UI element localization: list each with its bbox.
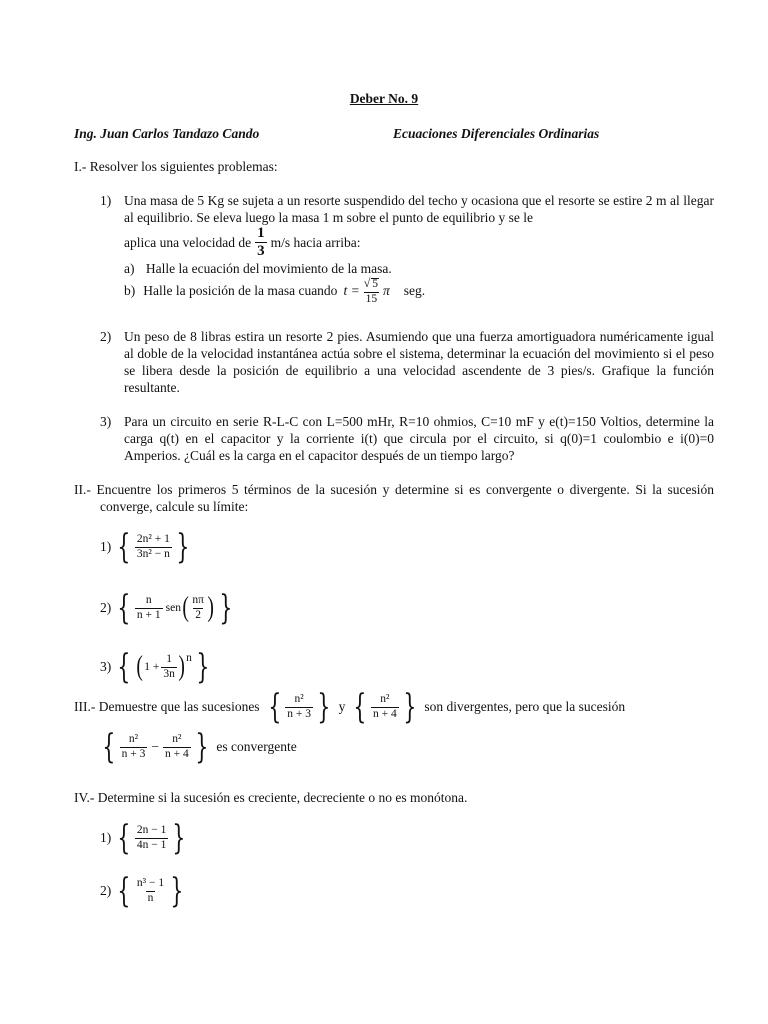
problem-1-text: Una masa de 5 Kg se sujeta a un resorte suspendido del techo y ocasiona que el resorte se estire 2 m al llegar al equilibrio. Se eleva luego la masa 1 m sobre el punto de equilibrio y se le bbox=[124, 193, 714, 225]
velocity-text-a: aplica una velocidad de bbox=[124, 234, 252, 250]
section-3-fraction-2 bbox=[371, 694, 399, 720]
right-paren: ) bbox=[207, 592, 214, 623]
left-brace: { bbox=[117, 527, 131, 567]
left-brace: { bbox=[353, 687, 367, 727]
section-3-fraction-1-num: n² bbox=[294, 693, 304, 705]
problem-1 bbox=[100, 192, 714, 226]
problem-1a-text: Halle la ecuación del movimiento de la masa. bbox=[145, 261, 392, 276]
section-3-heading: III.- Demuestre que las sucesiones bbox=[74, 699, 260, 714]
time-fraction-num: 5 bbox=[372, 278, 379, 290]
right-paren: ) bbox=[178, 651, 185, 682]
page-title: Deber No. 9 bbox=[349, 91, 419, 106]
right-brace: } bbox=[176, 527, 190, 567]
sequence-4-1 bbox=[100, 818, 190, 858]
time-fraction: $\frac{√ 5}{15}$ bbox=[363, 276, 379, 305]
section-3-fraction-1-den: n + 3 bbox=[287, 707, 311, 720]
section-3-fraction-2-den: n + 4 bbox=[372, 707, 397, 720]
sequence-4-1-num: 2n − 1 bbox=[136, 824, 167, 836]
problem-1-velocity-line bbox=[124, 226, 361, 259]
left-brace: { bbox=[267, 687, 281, 727]
time-fraction-den: 15 bbox=[365, 292, 378, 305]
velocity-fraction bbox=[255, 226, 267, 259]
sequence-2-3 bbox=[100, 647, 214, 687]
sequence-4-2-den: n bbox=[147, 891, 154, 904]
sequence-2-3-num: 1 bbox=[166, 653, 172, 665]
problem-1b-label: b) bbox=[124, 283, 136, 298]
section-3-diff-fraction-1-den: n + 3 bbox=[121, 747, 146, 760]
left-paren: ( bbox=[182, 592, 189, 623]
sequence-2-2 bbox=[100, 588, 237, 628]
sequence-2-1-den: 3n² − n bbox=[136, 547, 170, 560]
right-brace: } bbox=[195, 727, 209, 767]
problem-1a-label: a) bbox=[124, 261, 135, 276]
right-brace: } bbox=[172, 818, 186, 858]
sequence-2-3-one: 1 + bbox=[144, 661, 160, 673]
section-3-diff-fraction-2-den: n + 4 bbox=[165, 747, 189, 760]
sine-argument-fraction bbox=[190, 595, 206, 621]
left-brace: { bbox=[117, 588, 131, 628]
sequence-2-3-fraction bbox=[161, 654, 177, 680]
problem-1b bbox=[124, 277, 425, 305]
problem-2-number: 2) bbox=[100, 329, 112, 344]
sequence-4-2-num: n³ − 1 bbox=[136, 877, 165, 889]
sine-argument-den: 2 bbox=[195, 608, 201, 621]
sequence-4-2-label: 2) bbox=[100, 883, 112, 898]
sequence-2-3-den: 3n bbox=[163, 667, 175, 680]
sequence-2-1-fraction bbox=[135, 534, 172, 560]
sequence-4-1-fraction bbox=[135, 825, 169, 851]
left-brace: { bbox=[117, 818, 131, 858]
section-3-diff-fraction-1-num: n² bbox=[128, 733, 139, 745]
right-brace: } bbox=[196, 647, 210, 687]
section-3-fraction-2-num: n² bbox=[380, 693, 390, 705]
sequence-4-1-den: 4n − 1 bbox=[136, 838, 167, 851]
left-paren: ( bbox=[136, 651, 143, 682]
section-3-diff-fraction-1 bbox=[120, 734, 148, 760]
sequence-4-2 bbox=[100, 871, 188, 911]
sequence-2-2-fraction bbox=[135, 595, 163, 621]
section-3-rest: son divergentes, pero que la sucesión bbox=[424, 699, 626, 714]
sequence-2-3-exponent: n bbox=[186, 652, 192, 664]
velocity-fraction-num: 1 bbox=[257, 225, 265, 241]
sine-argument-num: nπ bbox=[192, 594, 204, 606]
left-brace: { bbox=[102, 727, 116, 767]
conjunction-y: y bbox=[338, 699, 346, 714]
left-brace: { bbox=[117, 871, 131, 911]
sequence-2-3-label: 3) bbox=[100, 659, 112, 674]
section-3-conclusion: es convergente bbox=[216, 739, 297, 754]
course-name: Ecuaciones Diferenciales Ordinarias bbox=[393, 126, 600, 141]
section-3-line-1 bbox=[74, 687, 626, 727]
velocity-text-b: m/s hacia arriba: bbox=[270, 234, 361, 250]
right-brace: } bbox=[219, 588, 233, 628]
problem-2-text: Un peso de 8 libras estira un resorte 2 pies. Asumiendo que una fuerza amortiguadora numéricamente igual al doble de la velocidad instantánea actúa sobre el sistema, determinar la ecuación del movimiento si el peso se libera desde la posición de equilibrio a una velocidad ascendente de 3 pies/s. Grafique la función resultante. bbox=[124, 329, 714, 395]
sequence-2-1-label: 1) bbox=[100, 539, 112, 554]
sequence-2-2-label: 2) bbox=[100, 600, 112, 615]
author-name: Ing. Juan Carlos Tandazo Cando bbox=[74, 126, 260, 141]
sequence-2-1 bbox=[100, 527, 193, 567]
velocity-fraction-den: 3 bbox=[257, 243, 265, 259]
pi-symbol: π bbox=[383, 283, 390, 298]
sequence-4-2-fraction bbox=[135, 878, 166, 904]
minus-sign: − bbox=[151, 739, 160, 754]
section-3-diff-fraction-2-num: n² bbox=[172, 733, 182, 745]
sequence-2-2-den: n + 1 bbox=[136, 608, 161, 621]
right-brace: } bbox=[317, 687, 331, 727]
problem-3-text: Para un circuito en serie R-L-C con L=500 mHr, R=10 ohmios, C=10 mF y e(t)=150 Voltios, determine la carga q(t) en el capacitor y la corriente i(t) que circula por el circuito, si q(0)=1 coulombio e i(0)=0 Amperios. ¿Cuál es la carga en el capacitor después de un tiempo largo? bbox=[124, 414, 714, 463]
seconds-unit: seg. bbox=[403, 283, 426, 298]
section-1-heading: I.- Resolver los siguientes problemas: bbox=[74, 159, 278, 174]
section-3-line-2 bbox=[98, 727, 297, 767]
section-3-diff-fraction-2 bbox=[163, 734, 191, 760]
sine-function: sen bbox=[165, 602, 181, 614]
problem-2 bbox=[100, 328, 714, 396]
section-3-fraction-1 bbox=[285, 694, 313, 720]
sequence-2-2-num: n bbox=[145, 594, 152, 606]
time-variable: t = bbox=[343, 283, 360, 298]
problem-3-number: 3) bbox=[100, 414, 112, 429]
right-brace: } bbox=[403, 687, 417, 727]
sequence-2-1-num: 2n² + 1 bbox=[136, 533, 170, 545]
problem-1b-text: Halle la posición de la masa cuando bbox=[143, 283, 338, 298]
sequence-4-1-label: 1) bbox=[100, 830, 112, 845]
problem-1-number: 1) bbox=[100, 193, 112, 208]
problem-3 bbox=[100, 413, 714, 464]
section-4-heading: IV.- Determine si la sucesión es creciente, decreciente o no es monótona. bbox=[74, 790, 468, 805]
left-brace: { bbox=[117, 647, 131, 687]
problem-1a bbox=[124, 261, 392, 277]
section-2-heading: II.- Encuentre los primeros 5 términos de la sucesión y determine si es convergente o divergente. Si la sucesión converge, calcule su límite: bbox=[74, 482, 714, 514]
right-brace: } bbox=[170, 871, 184, 911]
